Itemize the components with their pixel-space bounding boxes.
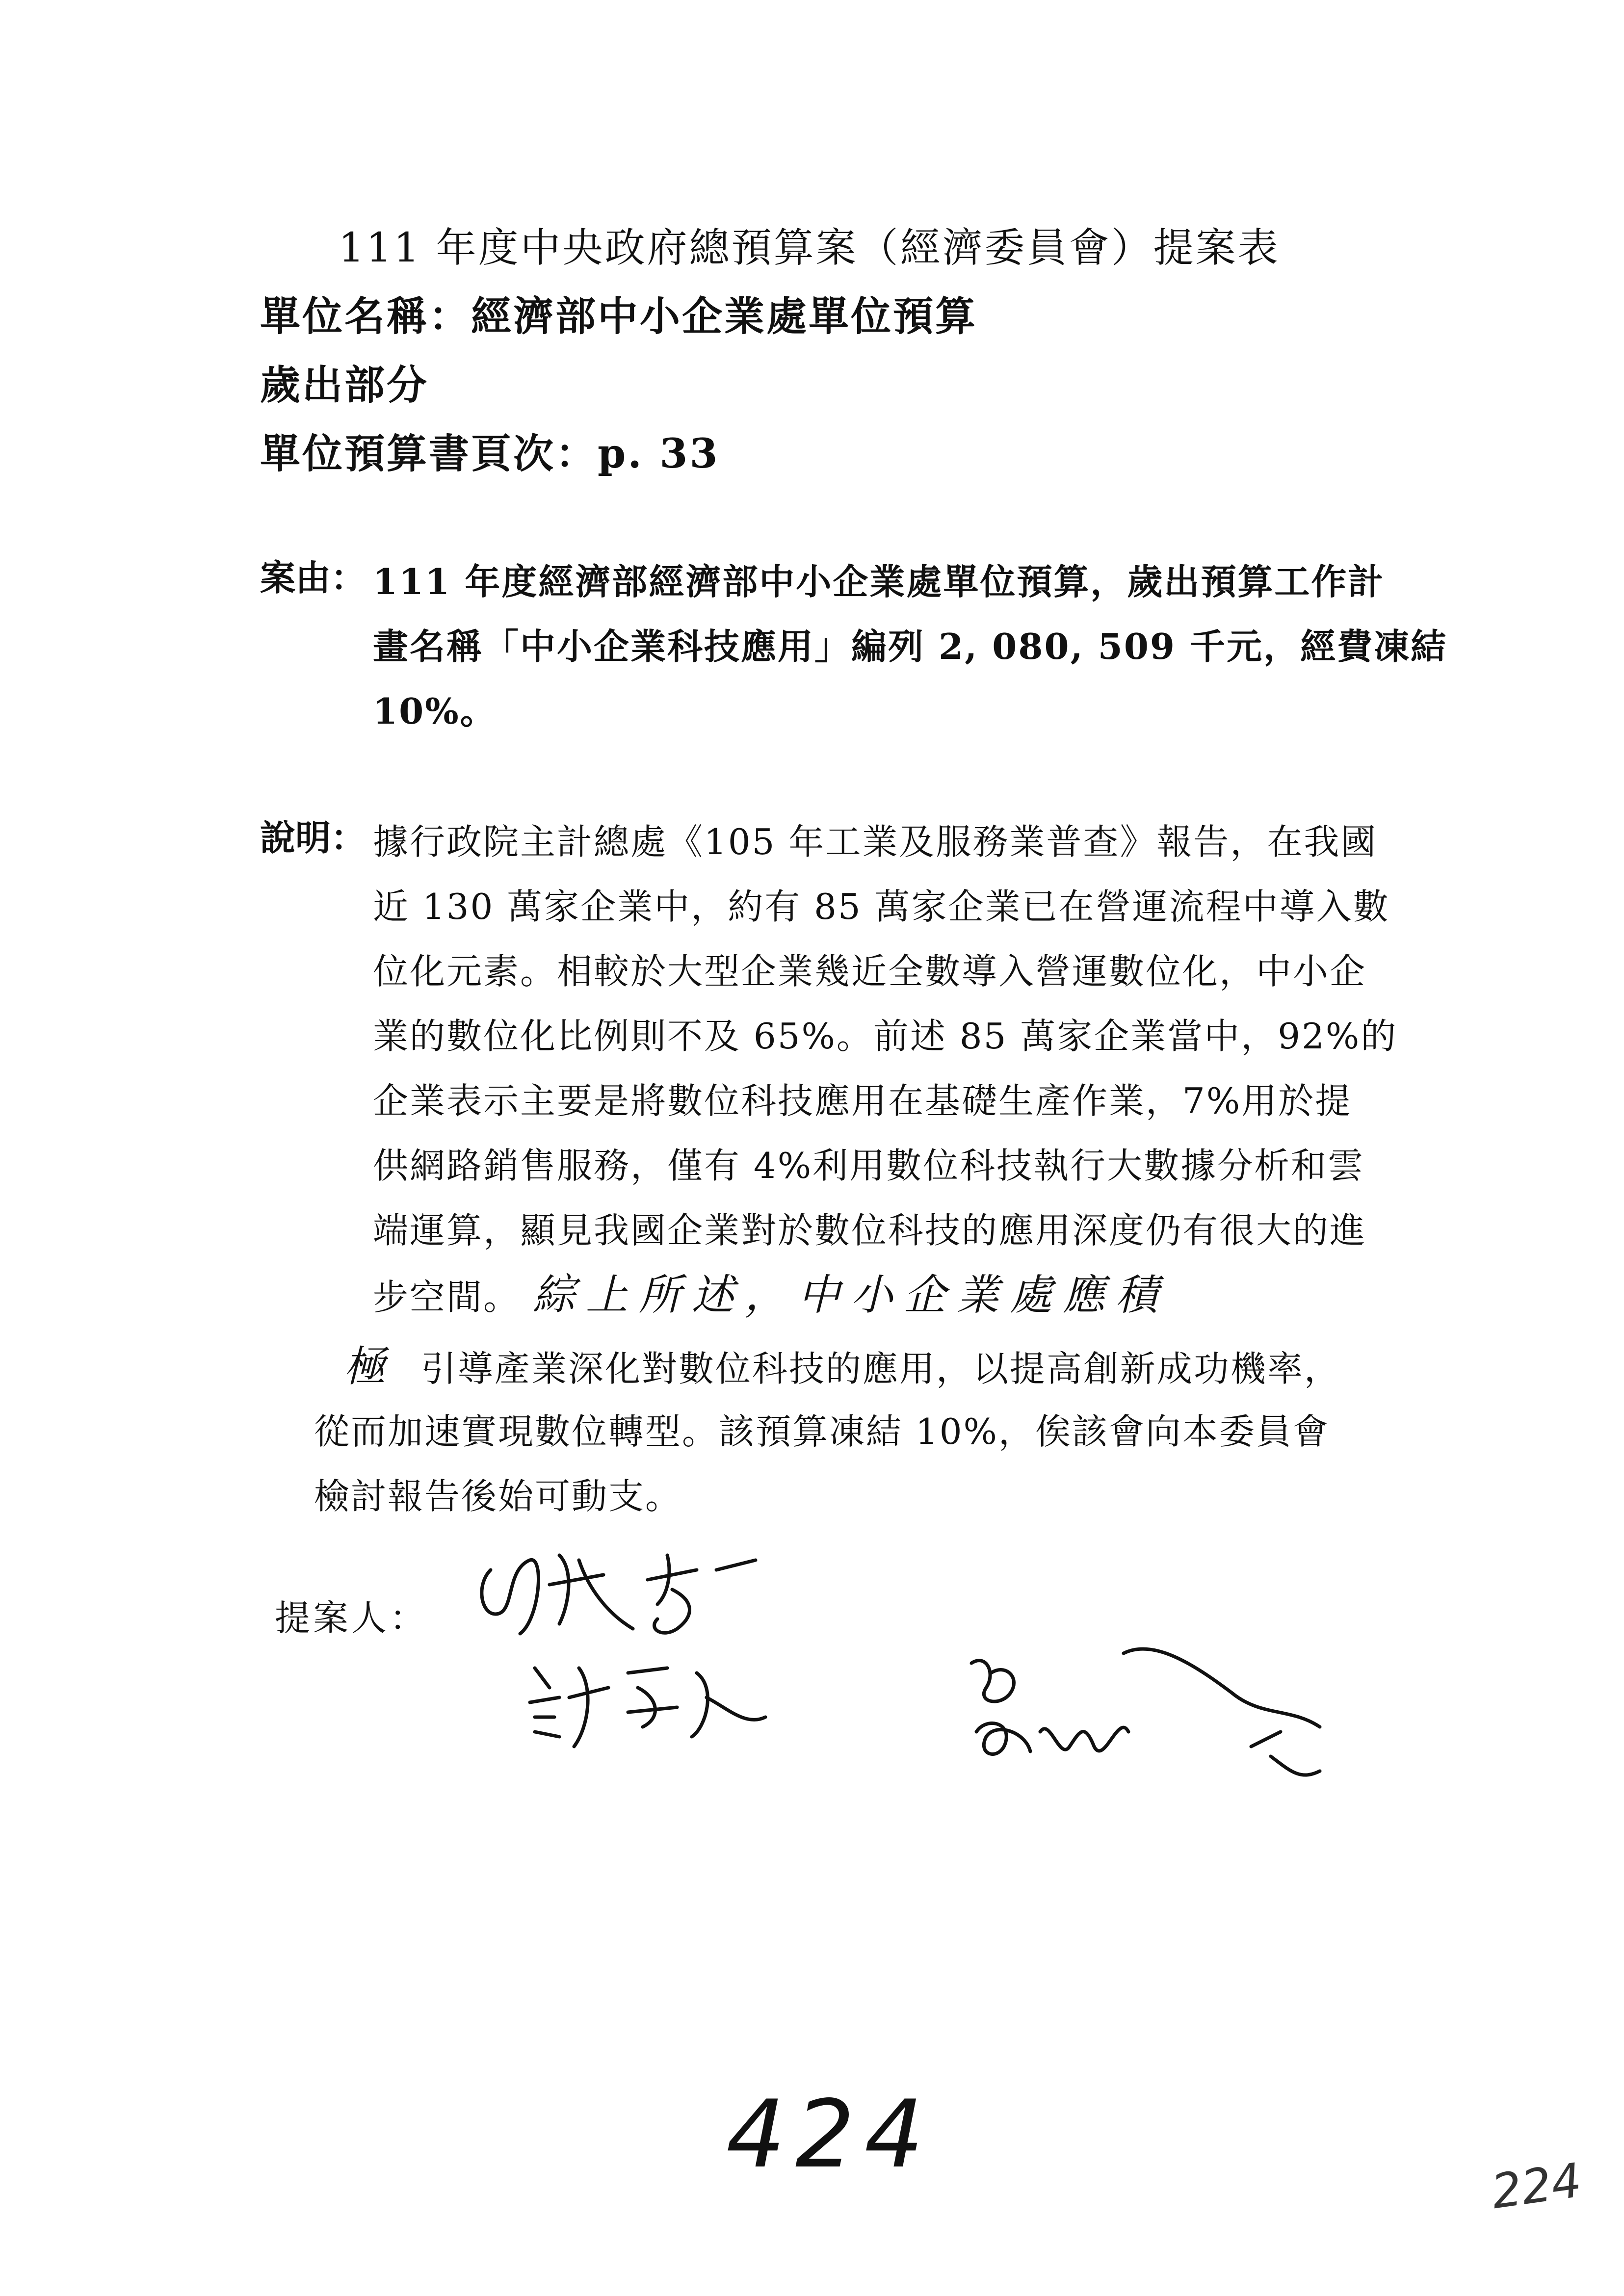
- explanation-continued-text: 引導產業深化對數位科技的應用，以提高創新成功機率，: [420, 1348, 1341, 1389]
- reason-label: 案由：: [260, 557, 367, 599]
- signature-2: [957, 1634, 1398, 1840]
- explanation-line-continued: 檢討報告後始可動支。: [314, 1476, 682, 1517]
- explanation-line: 供網路銷售服務，僅有 4%利用數位科技執行大數據分析和雲: [373, 1145, 1365, 1186]
- reason-line: 10%。: [373, 690, 497, 732]
- explanation-text: [373, 809, 1428, 1328]
- explanation-line-continued: 從而加速實現數位轉型。該預算凍結 10%，俟該會向本委員會: [314, 1411, 1330, 1452]
- handwritten-insert: 綜上所述，中小企業處應積: [532, 1271, 1169, 1320]
- explanation-line-with-insert: [373, 1263, 1428, 1328]
- document-title: 111 年度中央政府總預算案（經濟委員會）提案表: [339, 225, 1280, 271]
- explanation-line: 位化元素。相較於大型企業幾近全數導入營運數位化，中小企: [373, 951, 1367, 992]
- explanation-printed-end: 步空間。: [373, 1277, 521, 1318]
- proposer-label: 提案人：: [275, 1597, 428, 1639]
- explanation-line-continued: [343, 1334, 1472, 1399]
- explanation-line: 近 130 萬家企業中，約有 85 萬家企業已在營運流程中導入數: [373, 886, 1390, 927]
- handwritten-word: 極: [343, 1342, 389, 1391]
- explanation-continued: [314, 1334, 1472, 1529]
- reason-text: [373, 549, 1448, 744]
- corner-page-number: 224: [1488, 2152, 1585, 2220]
- explanation-label: 說明：: [260, 817, 367, 859]
- budget-part: 歲出部分: [260, 362, 429, 409]
- page-number: 424: [726, 2080, 934, 2189]
- explanation-line: 端運算，顯見我國企業對於數位科技的應用深度仍有很大的進: [373, 1210, 1367, 1251]
- explanation-line: 企業表示主要是將數位科技應用在基礎生產作業，7%用於提: [373, 1080, 1352, 1122]
- unit-name: 單位名稱：經濟部中小企業處單位預算: [260, 293, 978, 340]
- explanation-line: 據行政院主計總處《105 年工業及服務業普查》報告，在我國: [373, 821, 1378, 862]
- explanation-line: 業的數位化比例則不及 65%。前述 85 萬家企業當中，92%的: [373, 1016, 1398, 1057]
- signature-1: [461, 1540, 903, 1766]
- reason-line: 畫名稱「中小企業科技應用」編列 2, 080, 509 千元，經費凍結: [373, 626, 1448, 667]
- reason-line: 111 年度經濟部經濟部中小企業處單位預算，歲出預算工作計: [373, 561, 1385, 602]
- budget-page-reference: 單位預算書頁次：p. 33: [260, 430, 720, 477]
